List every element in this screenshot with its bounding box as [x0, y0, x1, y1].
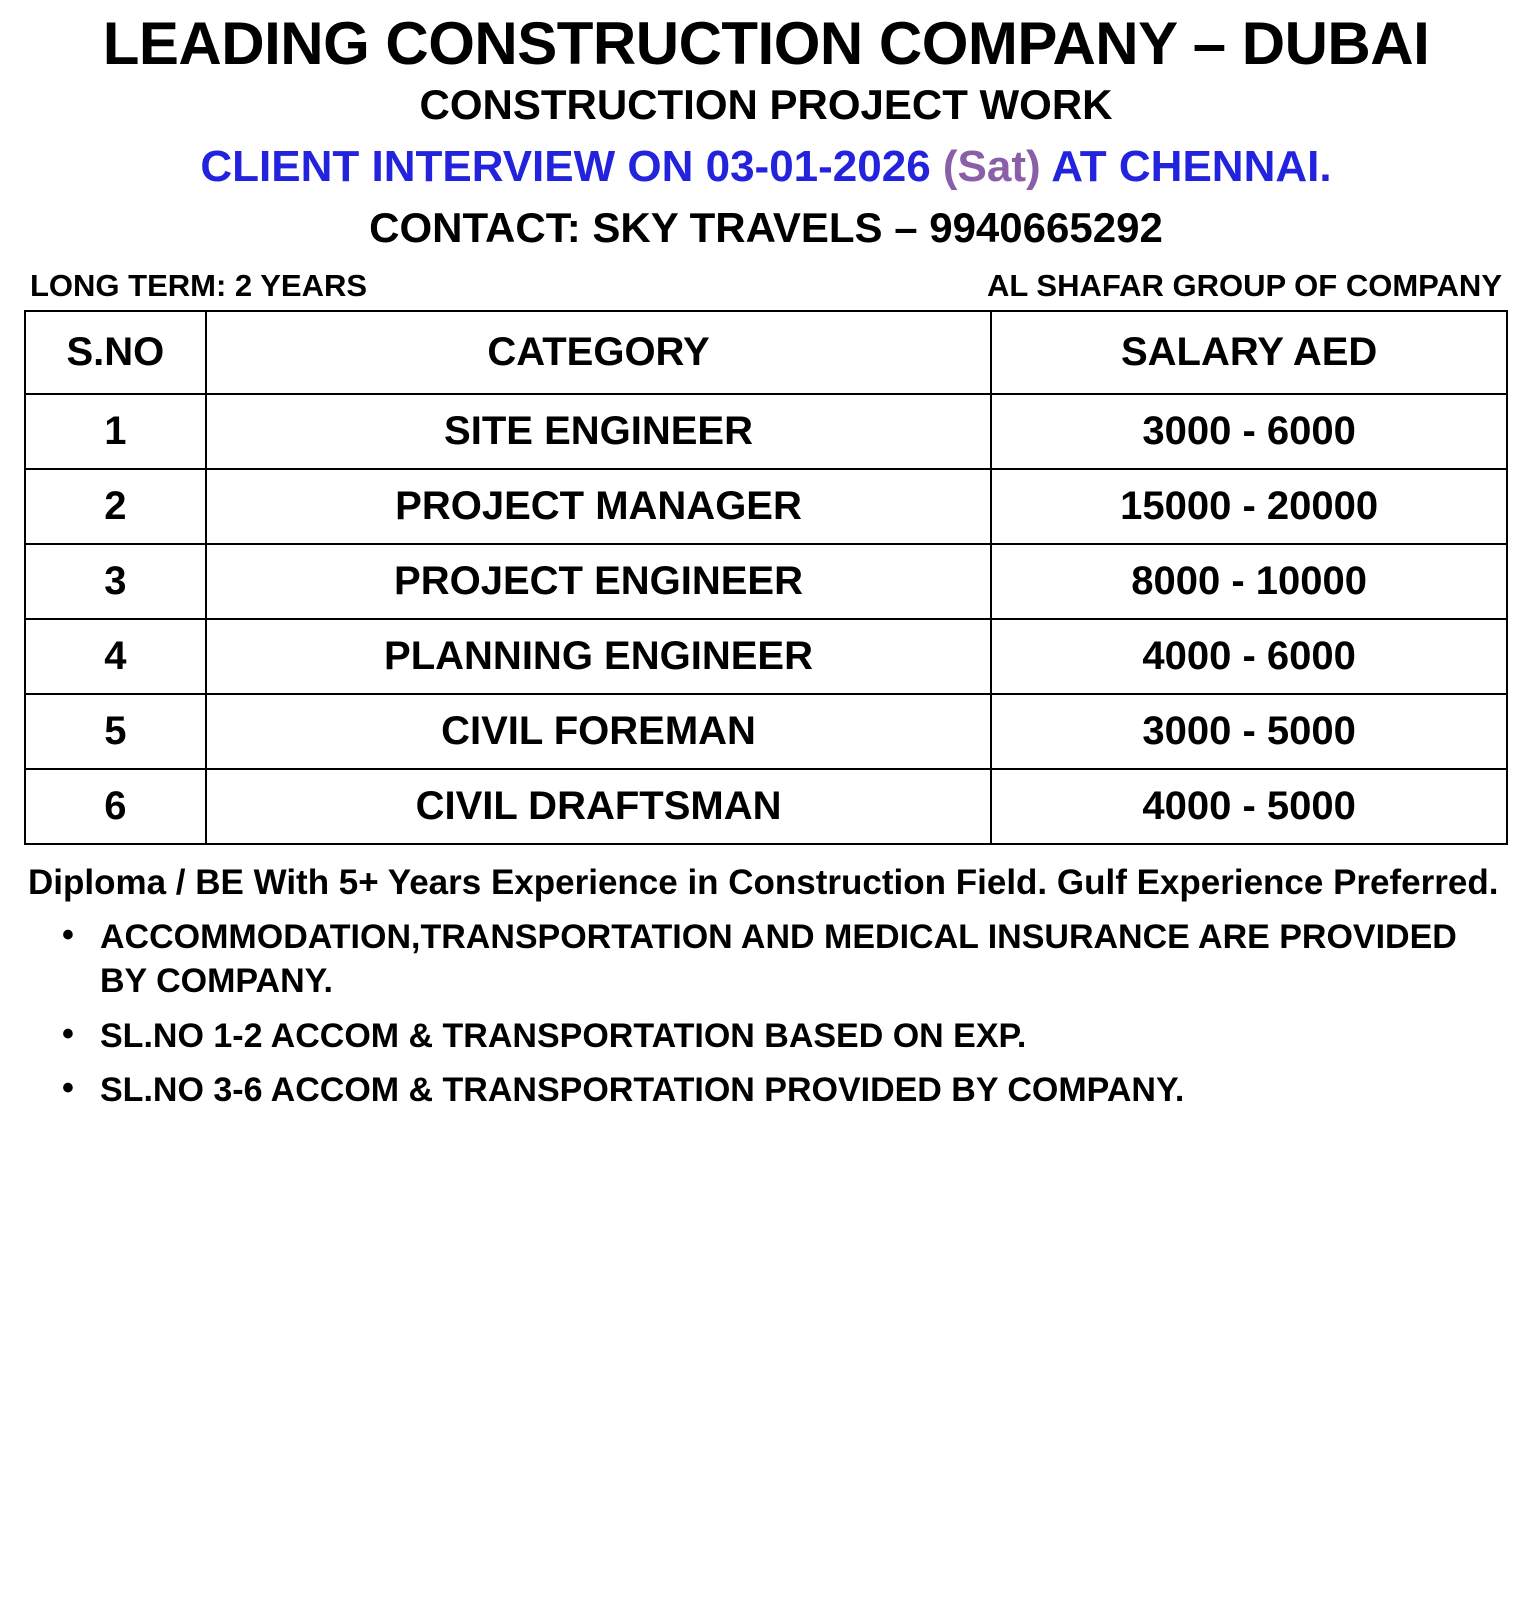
table-row [25, 544, 1507, 619]
cell-salary: 4000 - 6000 [991, 619, 1507, 694]
cell-sno: 2 [25, 469, 206, 544]
cell-sno: 6 [25, 769, 206, 844]
cell-sno: 5 [25, 694, 206, 769]
cell-salary: 4000 - 5000 [991, 769, 1507, 844]
table-row [25, 769, 1507, 844]
cell-category: PLANNING ENGINEER [206, 619, 991, 694]
table-row [25, 469, 1507, 544]
jobs-table [24, 310, 1508, 845]
cell-sno: 1 [25, 394, 206, 469]
cell-category: SITE ENGINEER [206, 394, 991, 469]
cell-salary: 3000 - 6000 [991, 394, 1507, 469]
column-header-salary: SALARY AED [991, 311, 1507, 394]
group-label: AL SHAFAR GROUP OF COMPANY [987, 268, 1502, 304]
table-row [25, 694, 1507, 769]
cell-category: PROJECT MANAGER [206, 469, 991, 544]
benefits-list [24, 915, 1508, 1112]
contact-line: CONTACT: SKY TRAVELS – 9940665292 [369, 204, 1163, 252]
meta-row [24, 268, 1508, 310]
cell-salary: 3000 - 5000 [991, 694, 1507, 769]
company-title: LEADING CONSTRUCTION COMPANY – DUBAI [102, 10, 1430, 77]
interview-suffix-text: AT CHENNAI. [1040, 142, 1332, 192]
jobs-table-head [25, 311, 1507, 394]
list-item: • SL.NO 3-6 ACCOM & TRANSPORTATION PROVIDED BY COMPANY. [96, 1068, 1508, 1112]
cell-salary: 15000 - 20000 [991, 469, 1507, 544]
interview-day-text: (Sat) [942, 142, 1041, 192]
interview-line [24, 141, 1508, 194]
table-row [25, 619, 1507, 694]
qualification-note: Diploma / BE With 5+ Years Experience in Construction Field. Gulf Experience Preferred. [28, 863, 1499, 903]
cell-category: CIVIL FOREMAN [206, 694, 991, 769]
list-item: • SL.NO 1-2 ACCOM & TRANSPORTATION BASED ON EXP. [96, 1014, 1508, 1058]
interview-prefix-text: CLIENT INTERVIEW ON 03-01-2026 [200, 142, 943, 192]
jobs-table-body [25, 394, 1507, 844]
cell-sno: 4 [25, 619, 206, 694]
table-header-row [25, 311, 1507, 394]
column-header-sno: S.NO [25, 311, 206, 394]
cell-category: CIVIL DRAFTSMAN [206, 769, 991, 844]
work-subtitle: CONSTRUCTION PROJECT WORK [419, 81, 1113, 128]
cell-salary: 8000 - 10000 [991, 544, 1507, 619]
term-label: LONG TERM: 2 YEARS [30, 268, 368, 304]
column-header-category: CATEGORY [206, 311, 991, 394]
table-row [25, 394, 1507, 469]
cell-category: PROJECT ENGINEER [206, 544, 991, 619]
list-item: • ACCOMMODATION,TRANSPORTATION AND MEDICAL INSURANCE ARE PROVIDED BY COMPANY. [96, 915, 1508, 1003]
cell-sno: 3 [25, 544, 206, 619]
